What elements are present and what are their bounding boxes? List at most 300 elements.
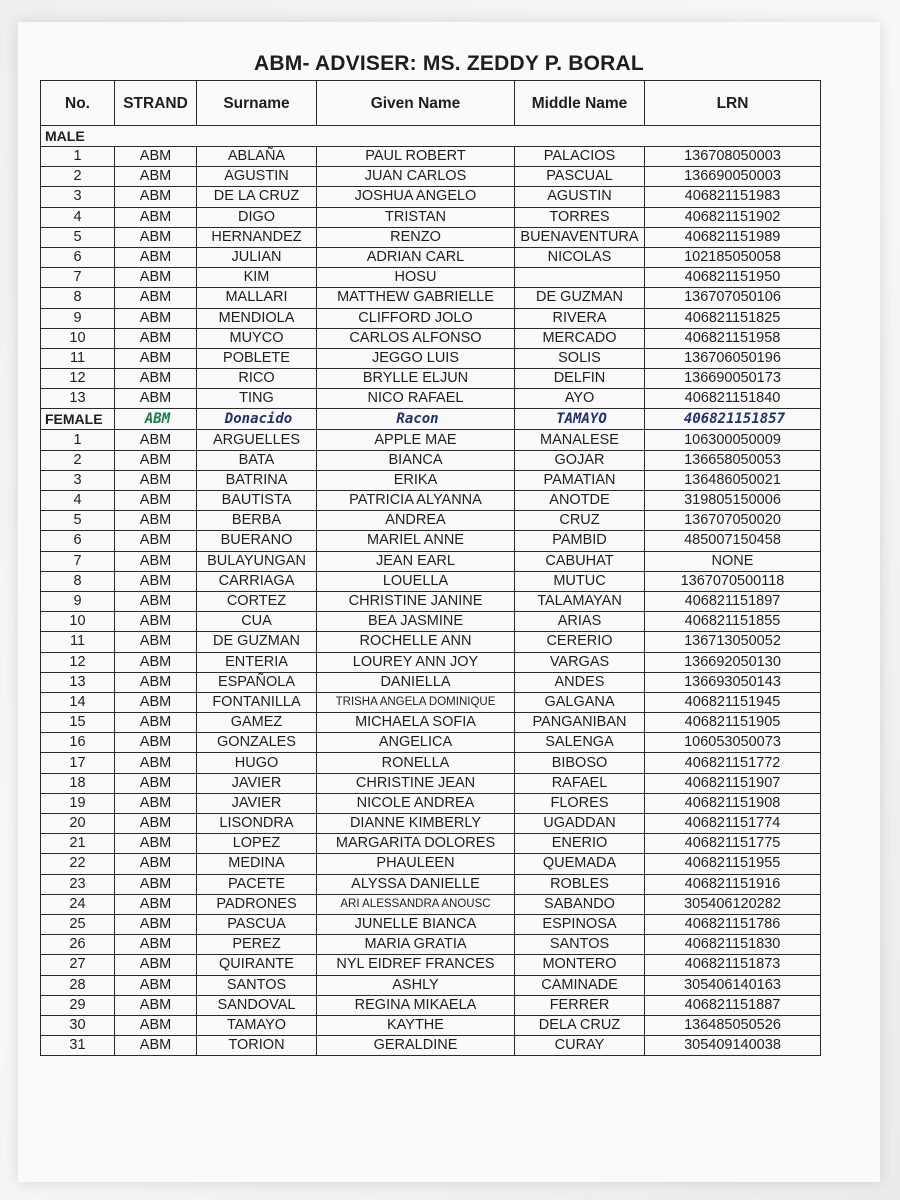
cell-lrn: 136707050020 bbox=[645, 511, 821, 531]
cell-no: 2 bbox=[41, 167, 115, 187]
header-row bbox=[41, 81, 821, 126]
roster-body bbox=[41, 126, 821, 1056]
cell-lrn: 406821151786 bbox=[645, 914, 821, 934]
cell-surname: CORTEZ bbox=[197, 591, 317, 611]
cell-lrn: 406821151830 bbox=[645, 935, 821, 955]
cell-no: 4 bbox=[41, 491, 115, 511]
cell-strand: ABM bbox=[115, 430, 197, 450]
cell-surname: FONTANILLA bbox=[197, 692, 317, 712]
cell-given-name: BIANCA bbox=[317, 450, 515, 470]
cell-surname: CUA bbox=[197, 612, 317, 632]
cell-middle-name: CRUZ bbox=[515, 511, 645, 531]
cell-strand: ABM bbox=[115, 470, 197, 490]
cell-given-name: JEGGO LUIS bbox=[317, 348, 515, 368]
cell-middle-name: FERRER bbox=[515, 995, 645, 1015]
cell-middle-name: FLORES bbox=[515, 793, 645, 813]
table-row bbox=[41, 308, 821, 328]
table-row bbox=[41, 955, 821, 975]
cell-lrn: 136485050526 bbox=[645, 1015, 821, 1035]
cell-middle-name: SANTOS bbox=[515, 935, 645, 955]
cell-strand: ABM bbox=[115, 571, 197, 591]
cell-middle-name: UGADDAN bbox=[515, 814, 645, 834]
male-section-label: MALE bbox=[41, 126, 821, 147]
cell-surname: BERBA bbox=[197, 511, 317, 531]
female-section-label: FEMALE bbox=[41, 409, 115, 430]
cell-given-name: MARIA GRATIA bbox=[317, 935, 515, 955]
table-row bbox=[41, 612, 821, 632]
cell-lrn: 406821151958 bbox=[645, 328, 821, 348]
cell-surname: SANDOVAL bbox=[197, 995, 317, 1015]
header-no: No. bbox=[41, 81, 115, 126]
table-row bbox=[41, 470, 821, 490]
table-row bbox=[41, 288, 821, 308]
cell-lrn: 406821151983 bbox=[645, 187, 821, 207]
cell-strand: ABM bbox=[115, 854, 197, 874]
cell-strand: ABM bbox=[115, 874, 197, 894]
cell-middle-name: ANDES bbox=[515, 672, 645, 692]
handwritten-given-name: Racon bbox=[317, 409, 515, 430]
cell-lrn: 305406120282 bbox=[645, 894, 821, 914]
table-row bbox=[41, 773, 821, 793]
cell-surname: SANTOS bbox=[197, 975, 317, 995]
cell-surname: LOPEZ bbox=[197, 834, 317, 854]
cell-given-name: MICHAELA SOFIA bbox=[317, 713, 515, 733]
cell-surname: PASCUA bbox=[197, 914, 317, 934]
cell-given-name: NICO RAFAEL bbox=[317, 389, 515, 409]
cell-given-name: ANGELICA bbox=[317, 733, 515, 753]
cell-strand: ABM bbox=[115, 328, 197, 348]
cell-lrn: 406821151955 bbox=[645, 854, 821, 874]
header-middle-name: Middle Name bbox=[515, 81, 645, 126]
cell-strand: ABM bbox=[115, 1036, 197, 1056]
table-row bbox=[41, 511, 821, 531]
cell-given-name: TRISTAN bbox=[317, 207, 515, 227]
cell-no: 2 bbox=[41, 450, 115, 470]
cell-middle-name: GALGANA bbox=[515, 692, 645, 712]
cell-middle-name: CERERIO bbox=[515, 632, 645, 652]
cell-given-name: RONELLA bbox=[317, 753, 515, 773]
cell-surname: DE GUZMAN bbox=[197, 632, 317, 652]
cell-surname: GONZALES bbox=[197, 733, 317, 753]
cell-no: 27 bbox=[41, 955, 115, 975]
cell-no: 5 bbox=[41, 227, 115, 247]
cell-strand: ABM bbox=[115, 793, 197, 813]
cell-middle-name: AGUSTIN bbox=[515, 187, 645, 207]
document-sheet bbox=[18, 22, 880, 1182]
header-lrn: LRN bbox=[645, 81, 821, 126]
female-section-row bbox=[41, 409, 821, 430]
cell-lrn: 406821151945 bbox=[645, 692, 821, 712]
cell-given-name: CARLOS ALFONSO bbox=[317, 328, 515, 348]
cell-middle-name: SOLIS bbox=[515, 348, 645, 368]
table-row bbox=[41, 1015, 821, 1035]
cell-given-name: BRYLLE ELJUN bbox=[317, 369, 515, 389]
cell-no: 10 bbox=[41, 328, 115, 348]
cell-lrn: 406821151887 bbox=[645, 995, 821, 1015]
cell-lrn: 136693050143 bbox=[645, 672, 821, 692]
cell-surname: DE LA CRUZ bbox=[197, 187, 317, 207]
cell-middle-name: NICOLAS bbox=[515, 247, 645, 267]
cell-no: 1 bbox=[41, 430, 115, 450]
cell-surname: HUGO bbox=[197, 753, 317, 773]
table-row bbox=[41, 692, 821, 712]
cell-lrn: 136658050053 bbox=[645, 450, 821, 470]
cell-no: 10 bbox=[41, 612, 115, 632]
cell-strand: ABM bbox=[115, 389, 197, 409]
cell-middle-name: PANGANIBAN bbox=[515, 713, 645, 733]
cell-middle-name: BIBOSO bbox=[515, 753, 645, 773]
cell-strand: ABM bbox=[115, 612, 197, 632]
cell-given-name: KAYTHE bbox=[317, 1015, 515, 1035]
table-row bbox=[41, 652, 821, 672]
cell-given-name: REGINA MIKAELA bbox=[317, 995, 515, 1015]
cell-no: 11 bbox=[41, 348, 115, 368]
cell-no: 9 bbox=[41, 308, 115, 328]
cell-middle-name: RAFAEL bbox=[515, 773, 645, 793]
handwritten-middle-name: TAMAYO bbox=[515, 409, 645, 430]
cell-middle-name: CURAY bbox=[515, 1036, 645, 1056]
cell-lrn: 406821151855 bbox=[645, 612, 821, 632]
cell-given-name: JEAN EARL bbox=[317, 551, 515, 571]
cell-surname: DIGO bbox=[197, 207, 317, 227]
table-row bbox=[41, 571, 821, 591]
cell-given-name: GERALDINE bbox=[317, 1036, 515, 1056]
cell-lrn: 485007150458 bbox=[645, 531, 821, 551]
cell-given-name: JOSHUA ANGELO bbox=[317, 187, 515, 207]
cell-lrn: 319805150006 bbox=[645, 491, 821, 511]
cell-given-name: MATTHEW GABRIELLE bbox=[317, 288, 515, 308]
cell-middle-name: QUEMADA bbox=[515, 854, 645, 874]
cell-lrn: 406821151916 bbox=[645, 874, 821, 894]
cell-strand: ABM bbox=[115, 652, 197, 672]
cell-surname: ENTERIA bbox=[197, 652, 317, 672]
table-row bbox=[41, 632, 821, 652]
cell-strand: ABM bbox=[115, 955, 197, 975]
cell-lrn: 1367070500118 bbox=[645, 571, 821, 591]
cell-lrn: 406821151907 bbox=[645, 773, 821, 793]
cell-lrn: 136707050106 bbox=[645, 288, 821, 308]
cell-lrn: 406821151840 bbox=[645, 389, 821, 409]
cell-given-name: MARGARITA DOLORES bbox=[317, 834, 515, 854]
cell-strand: ABM bbox=[115, 450, 197, 470]
table-row bbox=[41, 147, 821, 167]
table-row bbox=[41, 207, 821, 227]
cell-given-name: ASHLY bbox=[317, 975, 515, 995]
cell-lrn: 406821151905 bbox=[645, 713, 821, 733]
cell-middle-name: CABUHAT bbox=[515, 551, 645, 571]
cell-surname: BUERANO bbox=[197, 531, 317, 551]
table-row bbox=[41, 733, 821, 753]
cell-surname: KIM bbox=[197, 268, 317, 288]
cell-lrn: 406821151772 bbox=[645, 753, 821, 773]
cell-surname: GAMEZ bbox=[197, 713, 317, 733]
cell-lrn: 406821151774 bbox=[645, 814, 821, 834]
cell-lrn: 106053050073 bbox=[645, 733, 821, 753]
cell-middle-name: CAMINADE bbox=[515, 975, 645, 995]
cell-no: 24 bbox=[41, 894, 115, 914]
cell-surname: CARRIAGA bbox=[197, 571, 317, 591]
cell-strand: ABM bbox=[115, 672, 197, 692]
cell-strand: ABM bbox=[115, 531, 197, 551]
cell-middle-name: DELFIN bbox=[515, 369, 645, 389]
cell-given-name: HOSU bbox=[317, 268, 515, 288]
cell-no: 14 bbox=[41, 692, 115, 712]
table-row bbox=[41, 854, 821, 874]
cell-no: 7 bbox=[41, 268, 115, 288]
cell-given-name: ROCHELLE ANN bbox=[317, 632, 515, 652]
cell-strand: ABM bbox=[115, 207, 197, 227]
cell-middle-name: RIVERA bbox=[515, 308, 645, 328]
cell-strand: ABM bbox=[115, 1015, 197, 1035]
table-row bbox=[41, 834, 821, 854]
cell-strand: ABM bbox=[115, 369, 197, 389]
cell-surname: ABLAÑA bbox=[197, 147, 317, 167]
cell-given-name: LOUREY ANN JOY bbox=[317, 652, 515, 672]
cell-given-name: ADRIAN CARL bbox=[317, 247, 515, 267]
male-section-row bbox=[41, 126, 821, 147]
cell-strand: ABM bbox=[115, 914, 197, 934]
cell-lrn: 305409140038 bbox=[645, 1036, 821, 1056]
cell-strand: ABM bbox=[115, 773, 197, 793]
cell-surname: MENDIOLA bbox=[197, 308, 317, 328]
cell-lrn: 305406140163 bbox=[645, 975, 821, 995]
cell-lrn: 136486050021 bbox=[645, 470, 821, 490]
cell-no: 18 bbox=[41, 773, 115, 793]
cell-strand: ABM bbox=[115, 147, 197, 167]
cell-surname: LISONDRA bbox=[197, 814, 317, 834]
cell-surname: AGUSTIN bbox=[197, 167, 317, 187]
cell-no: 19 bbox=[41, 793, 115, 813]
cell-given-name: RENZO bbox=[317, 227, 515, 247]
cell-middle-name: PASCUAL bbox=[515, 167, 645, 187]
cell-no: 12 bbox=[41, 369, 115, 389]
cell-strand: ABM bbox=[115, 511, 197, 531]
cell-strand: ABM bbox=[115, 814, 197, 834]
cell-no: 23 bbox=[41, 874, 115, 894]
cell-given-name: CLIFFORD JOLO bbox=[317, 308, 515, 328]
table-row bbox=[41, 814, 821, 834]
cell-lrn: 406821151775 bbox=[645, 834, 821, 854]
cell-middle-name: SALENGA bbox=[515, 733, 645, 753]
table-row bbox=[41, 793, 821, 813]
cell-middle-name: PALACIOS bbox=[515, 147, 645, 167]
cell-surname: BULAYUNGAN bbox=[197, 551, 317, 571]
cell-given-name: ARI ALESSANDRA ANOUSC bbox=[317, 894, 515, 914]
cell-strand: ABM bbox=[115, 834, 197, 854]
cell-middle-name: MERCADO bbox=[515, 328, 645, 348]
cell-given-name: ANDREA bbox=[317, 511, 515, 531]
handwritten-strand: ABM bbox=[115, 409, 197, 430]
cell-no: 20 bbox=[41, 814, 115, 834]
table-row bbox=[41, 187, 821, 207]
cell-surname: QUIRANTE bbox=[197, 955, 317, 975]
cell-lrn: 406821151950 bbox=[645, 268, 821, 288]
cell-no: 3 bbox=[41, 470, 115, 490]
cell-strand: ABM bbox=[115, 591, 197, 611]
table-row bbox=[41, 531, 821, 551]
cell-no: 11 bbox=[41, 632, 115, 652]
cell-surname: RICO bbox=[197, 369, 317, 389]
cell-strand: ABM bbox=[115, 692, 197, 712]
cell-middle-name: DE GUZMAN bbox=[515, 288, 645, 308]
cell-given-name: TRISHA ANGELA DOMINIQUE bbox=[317, 692, 515, 712]
cell-given-name: BEA JASMINE bbox=[317, 612, 515, 632]
cell-lrn: 406821151897 bbox=[645, 591, 821, 611]
table-row bbox=[41, 227, 821, 247]
cell-given-name: NYL EIDREF FRANCES bbox=[317, 955, 515, 975]
cell-strand: ABM bbox=[115, 975, 197, 995]
cell-given-name: NICOLE ANDREA bbox=[317, 793, 515, 813]
cell-surname: MALLARI bbox=[197, 288, 317, 308]
cell-strand: ABM bbox=[115, 348, 197, 368]
cell-surname: MUYCO bbox=[197, 328, 317, 348]
cell-lrn: 106300050009 bbox=[645, 430, 821, 450]
table-row bbox=[41, 247, 821, 267]
cell-no: 28 bbox=[41, 975, 115, 995]
table-row bbox=[41, 389, 821, 409]
cell-no: 13 bbox=[41, 672, 115, 692]
table-row bbox=[41, 995, 821, 1015]
cell-middle-name: PAMBID bbox=[515, 531, 645, 551]
cell-lrn: 406821151873 bbox=[645, 955, 821, 975]
cell-no: 8 bbox=[41, 288, 115, 308]
cell-no: 15 bbox=[41, 713, 115, 733]
cell-given-name: JUNELLE BIANCA bbox=[317, 914, 515, 934]
cell-no: 7 bbox=[41, 551, 115, 571]
table-row bbox=[41, 874, 821, 894]
cell-middle-name: AYO bbox=[515, 389, 645, 409]
table-row bbox=[41, 935, 821, 955]
cell-surname: ARGUELLES bbox=[197, 430, 317, 450]
cell-given-name: PAUL ROBERT bbox=[317, 147, 515, 167]
cell-strand: ABM bbox=[115, 632, 197, 652]
cell-strand: ABM bbox=[115, 491, 197, 511]
cell-lrn: 406821151825 bbox=[645, 308, 821, 328]
cell-surname: PEREZ bbox=[197, 935, 317, 955]
header-given-name: Given Name bbox=[317, 81, 515, 126]
cell-no: 16 bbox=[41, 733, 115, 753]
cell-middle-name bbox=[515, 268, 645, 288]
cell-surname: TING bbox=[197, 389, 317, 409]
table-row bbox=[41, 450, 821, 470]
cell-given-name: DIANNE KIMBERLY bbox=[317, 814, 515, 834]
cell-given-name: CHRISTINE JANINE bbox=[317, 591, 515, 611]
cell-given-name: ALYSSA DANIELLE bbox=[317, 874, 515, 894]
table-row bbox=[41, 328, 821, 348]
cell-surname: PACETE bbox=[197, 874, 317, 894]
cell-surname: BAUTISTA bbox=[197, 491, 317, 511]
table-row bbox=[41, 369, 821, 389]
cell-lrn: 136692050130 bbox=[645, 652, 821, 672]
cell-middle-name: TALAMAYAN bbox=[515, 591, 645, 611]
handwritten-lrn: 406821151857 bbox=[645, 409, 821, 430]
cell-given-name: LOUELLA bbox=[317, 571, 515, 591]
class-roster-table bbox=[40, 80, 821, 1056]
cell-middle-name: PAMATIAN bbox=[515, 470, 645, 490]
cell-no: 13 bbox=[41, 389, 115, 409]
cell-middle-name: ROBLES bbox=[515, 874, 645, 894]
cell-surname: MEDINA bbox=[197, 854, 317, 874]
cell-strand: ABM bbox=[115, 167, 197, 187]
cell-strand: ABM bbox=[115, 247, 197, 267]
cell-middle-name: MONTERO bbox=[515, 955, 645, 975]
cell-no: 4 bbox=[41, 207, 115, 227]
cell-no: 31 bbox=[41, 1036, 115, 1056]
cell-given-name: CHRISTINE JEAN bbox=[317, 773, 515, 793]
cell-given-name: MARIEL ANNE bbox=[317, 531, 515, 551]
cell-middle-name: ENERIO bbox=[515, 834, 645, 854]
cell-given-name: JUAN CARLOS bbox=[317, 167, 515, 187]
cell-lrn: 136713050052 bbox=[645, 632, 821, 652]
cell-strand: ABM bbox=[115, 935, 197, 955]
cell-no: 22 bbox=[41, 854, 115, 874]
table-row bbox=[41, 430, 821, 450]
cell-given-name: PHAULEEN bbox=[317, 854, 515, 874]
cell-surname: TORION bbox=[197, 1036, 317, 1056]
cell-no: 3 bbox=[41, 187, 115, 207]
table-row bbox=[41, 894, 821, 914]
table-row bbox=[41, 491, 821, 511]
header-surname: Surname bbox=[197, 81, 317, 126]
cell-strand: ABM bbox=[115, 753, 197, 773]
cell-lrn: 406821151902 bbox=[645, 207, 821, 227]
cell-no: 6 bbox=[41, 531, 115, 551]
cell-middle-name: SABANDO bbox=[515, 894, 645, 914]
cell-strand: ABM bbox=[115, 227, 197, 247]
cell-no: 6 bbox=[41, 247, 115, 267]
handwritten-surname: Donacido bbox=[197, 409, 317, 430]
cell-strand: ABM bbox=[115, 551, 197, 571]
cell-lrn: 102185050058 bbox=[645, 247, 821, 267]
cell-strand: ABM bbox=[115, 733, 197, 753]
cell-strand: ABM bbox=[115, 894, 197, 914]
table-row bbox=[41, 672, 821, 692]
cell-lrn: 136690050173 bbox=[645, 369, 821, 389]
table-row bbox=[41, 753, 821, 773]
cell-no: 5 bbox=[41, 511, 115, 531]
cell-given-name: DANIELLA bbox=[317, 672, 515, 692]
cell-middle-name: GOJAR bbox=[515, 450, 645, 470]
table-row bbox=[41, 591, 821, 611]
cell-given-name: APPLE MAE bbox=[317, 430, 515, 450]
cell-no: 8 bbox=[41, 571, 115, 591]
cell-given-name: ERIKA bbox=[317, 470, 515, 490]
cell-lrn: 136708050003 bbox=[645, 147, 821, 167]
cell-given-name: PATRICIA ALYANNA bbox=[317, 491, 515, 511]
page-title: ABM- ADVISER: MS. ZEDDY P. BORAL bbox=[254, 52, 644, 75]
cell-surname: JULIAN bbox=[197, 247, 317, 267]
cell-strand: ABM bbox=[115, 187, 197, 207]
cell-surname: BATA bbox=[197, 450, 317, 470]
cell-surname: BATRINA bbox=[197, 470, 317, 490]
cell-lrn: 406821151908 bbox=[645, 793, 821, 813]
cell-strand: ABM bbox=[115, 268, 197, 288]
cell-middle-name: MUTUC bbox=[515, 571, 645, 591]
cell-middle-name: BUENAVENTURA bbox=[515, 227, 645, 247]
cell-lrn: NONE bbox=[645, 551, 821, 571]
cell-no: 21 bbox=[41, 834, 115, 854]
cell-middle-name: VARGAS bbox=[515, 652, 645, 672]
cell-middle-name: MANALESE bbox=[515, 430, 645, 450]
table-row bbox=[41, 167, 821, 187]
table-row bbox=[41, 348, 821, 368]
cell-strand: ABM bbox=[115, 308, 197, 328]
cell-lrn: 406821151989 bbox=[645, 227, 821, 247]
cell-surname: PADRONES bbox=[197, 894, 317, 914]
cell-no: 9 bbox=[41, 591, 115, 611]
cell-lrn: 136690050003 bbox=[645, 167, 821, 187]
cell-surname: JAVIER bbox=[197, 793, 317, 813]
